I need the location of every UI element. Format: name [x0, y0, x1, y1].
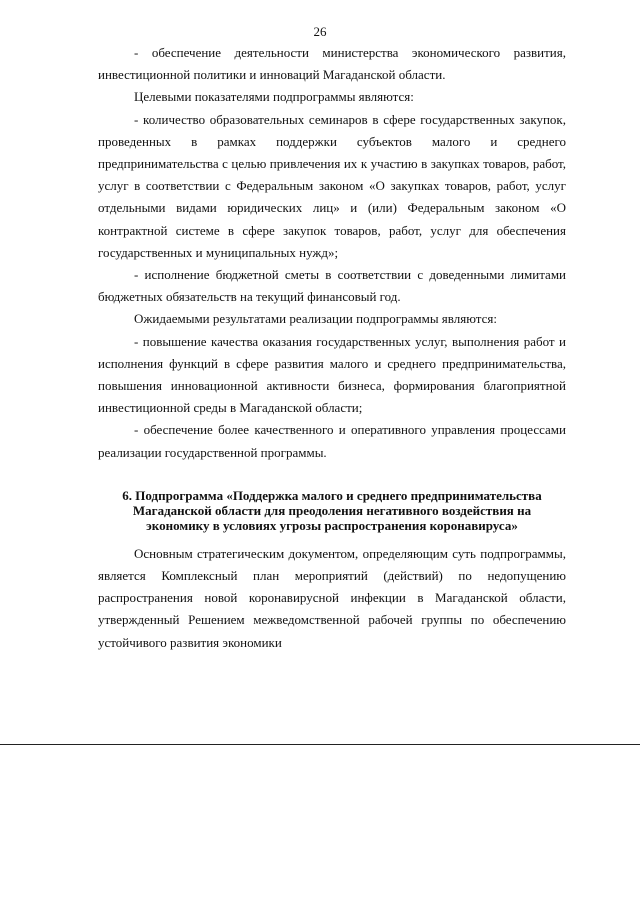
paragraph-expected-results-intro: Ожидаемыми результатами реализации подпрограммы являются: — [134, 311, 497, 327]
document-body — [98, 42, 566, 654]
section-heading: 6. Подпрограмма «Поддержка малого и среднего предпринимательства Магаданской области для преодоления негативного воздействия на экономику в условиях угрозы распространения коронавируса» — [122, 487, 542, 533]
paragraph-management-improvement: - обеспечение более качественного и оперативного управления процессами реализации государственной программы. — [98, 422, 566, 460]
paragraph-quality-improvement: - повышение качества оказания государственных услуг, выполнения работ и исполнения функций в сфере развития малого и среднего предпринимательства, повышения инновационной активности бизнеса, формирования благоприятной инвестиционной среды в Магаданской области; — [98, 333, 566, 416]
paragraph-seminars-count: - количество образовательных семинаров в сфере государственных закупок, проведенных в рамках поддержки субъектов малого и среднего предпринимательства с целью привлечения их к участию в закупках товаров, работ, услуг в соответствии с Федеральным законом «О закупках товаров, работ, услуг отдельными видами юридических лиц» и (или) Федеральным законом «О контрактной системе в сфере закупок товаров, работ, услуг для обеспечения государственных и муниципальных нужд»; — [98, 111, 566, 260]
paragraph-target-indicators-intro: Целевыми показателями подпрограммы являются: — [134, 89, 414, 105]
paragraph-strategic-document: Основным стратегическим документом, определяющим суть подпрограммы, является Комплексный план мероприятий (действий) по недопущению распространения новой коронавирусной инфекции в Магаданской области, утвержденный Решением межведомственной рабочей группы по обеспечению устойчивого развития экономики — [98, 545, 566, 650]
paragraph-ministry-support: - обеспечение деятельности министерства экономического развития, инвестиционной политики и инноваций Магаданской области. — [98, 45, 566, 83]
page-footer-rule — [0, 744, 640, 745]
paragraph-budget-execution: - исполнение бюджетной сметы в соответствии с доведенными лимитами бюджетных обязательств на текущий финансовый год. — [98, 267, 566, 305]
page-number: 26 — [313, 24, 327, 39]
